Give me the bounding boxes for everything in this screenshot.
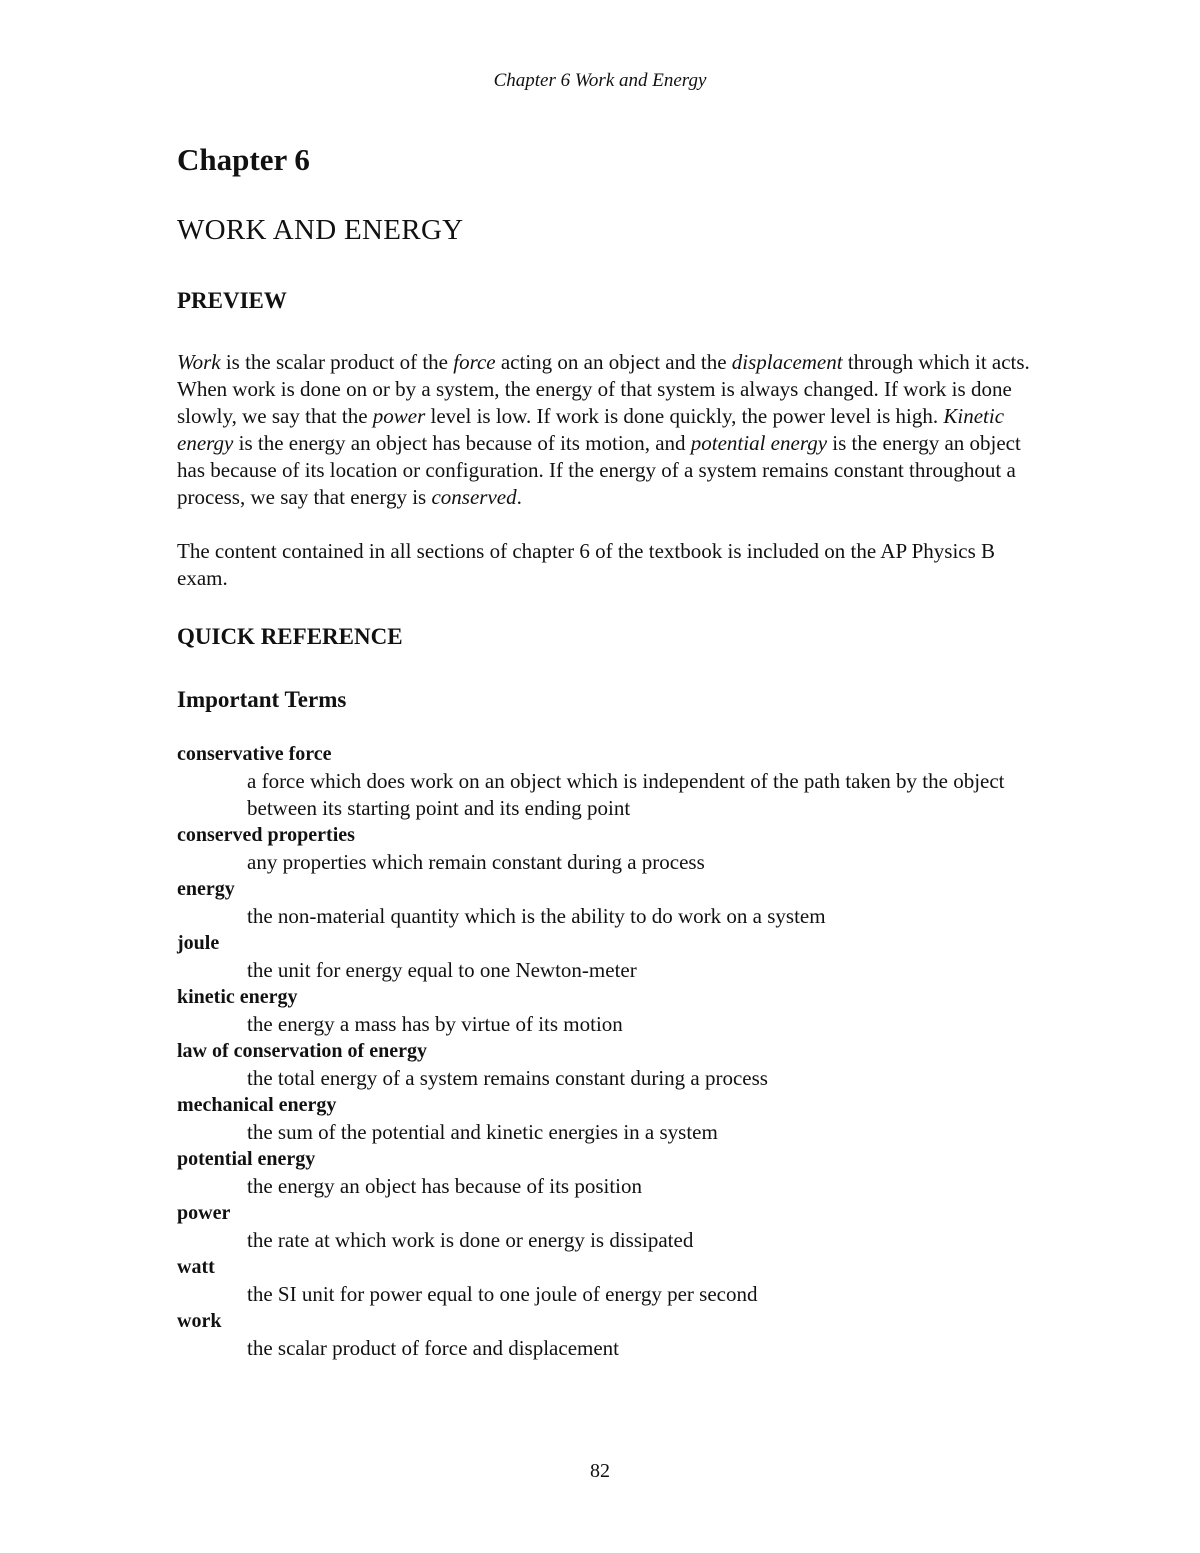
exam-paragraph: The content contained in all sections of chapter 6 of the textbook is included on the AP Physics B exam.	[177, 539, 996, 590]
term-definition: the sum of the potential and kinetic energies in a system	[247, 1120, 718, 1144]
preview-paragraph: Work is the scalar product of the force acting on an object and the displacement through which it acts. When work is done on or by a system, the energy of that system is always changed. If work is done slowly, we say that the power level is low. If work is done quickly, the power level is high. Kinetic energy is the energy an object has because of its motion, and potential energy is the energy an object has because of its location or configuration. If the energy of a system remains constant throughout a process, we say that energy is conserved.	[177, 350, 1030, 509]
term-definition: the non-material quantity which is the ability to do work on a system	[247, 904, 826, 928]
page-number: 82	[590, 1460, 610, 1482]
term-name: watt	[177, 1256, 215, 1278]
term-power: power	[372, 404, 426, 428]
term-definition: any properties which remain constant during a process	[247, 850, 705, 874]
chapter-label: Chapter 6	[177, 142, 310, 177]
term-list	[177, 741, 1037, 1362]
term-name: law of conservation of energy	[177, 1040, 427, 1062]
term-name: conserved properties	[177, 824, 355, 846]
term-definition: the unit for energy equal to one Newton-meter	[247, 958, 637, 982]
term-name: joule	[177, 932, 220, 954]
important-terms-heading: Important Terms	[177, 687, 347, 712]
term-kinetic-energy: Kinetic energy	[177, 404, 1005, 455]
term-name: kinetic energy	[177, 986, 298, 1008]
quick-reference-heading: QUICK REFERENCE	[177, 624, 403, 649]
preview-heading: PREVIEW	[177, 288, 287, 313]
term-name: power	[177, 1202, 231, 1224]
term-name: energy	[177, 878, 235, 900]
term-name: conservative force	[177, 743, 332, 765]
term-definition: the energy a mass has by virtue of its motion	[247, 1012, 623, 1036]
term-name: work	[177, 1310, 222, 1332]
chapter-title: WORK AND ENERGY	[177, 214, 464, 246]
page-content	[177, 140, 1037, 1362]
term-work: Work	[177, 350, 221, 374]
term-name: mechanical energy	[177, 1094, 337, 1116]
running-header: Chapter 6 Work and Energy	[493, 70, 707, 91]
term-definition: the SI unit for power equal to one joule of energy per second	[247, 1282, 758, 1306]
term-potential-energy: potential energy	[690, 431, 828, 455]
term-name: potential energy	[177, 1148, 316, 1170]
term-displacement: displacement	[731, 350, 843, 374]
term-conserved: conserved	[431, 485, 517, 509]
term-definition: a force which does work on an object which is independent of the path taken by the object between its starting point and its ending point	[247, 769, 1005, 820]
term-definition: the scalar product of force and displacement	[247, 1336, 620, 1360]
term-force: force	[453, 350, 496, 374]
term-definition: the total energy of a system remains constant during a process	[247, 1066, 768, 1090]
term-definition: the rate at which work is done or energy is dissipated	[247, 1228, 694, 1252]
term-definition: the energy an object has because of its position	[247, 1174, 643, 1198]
